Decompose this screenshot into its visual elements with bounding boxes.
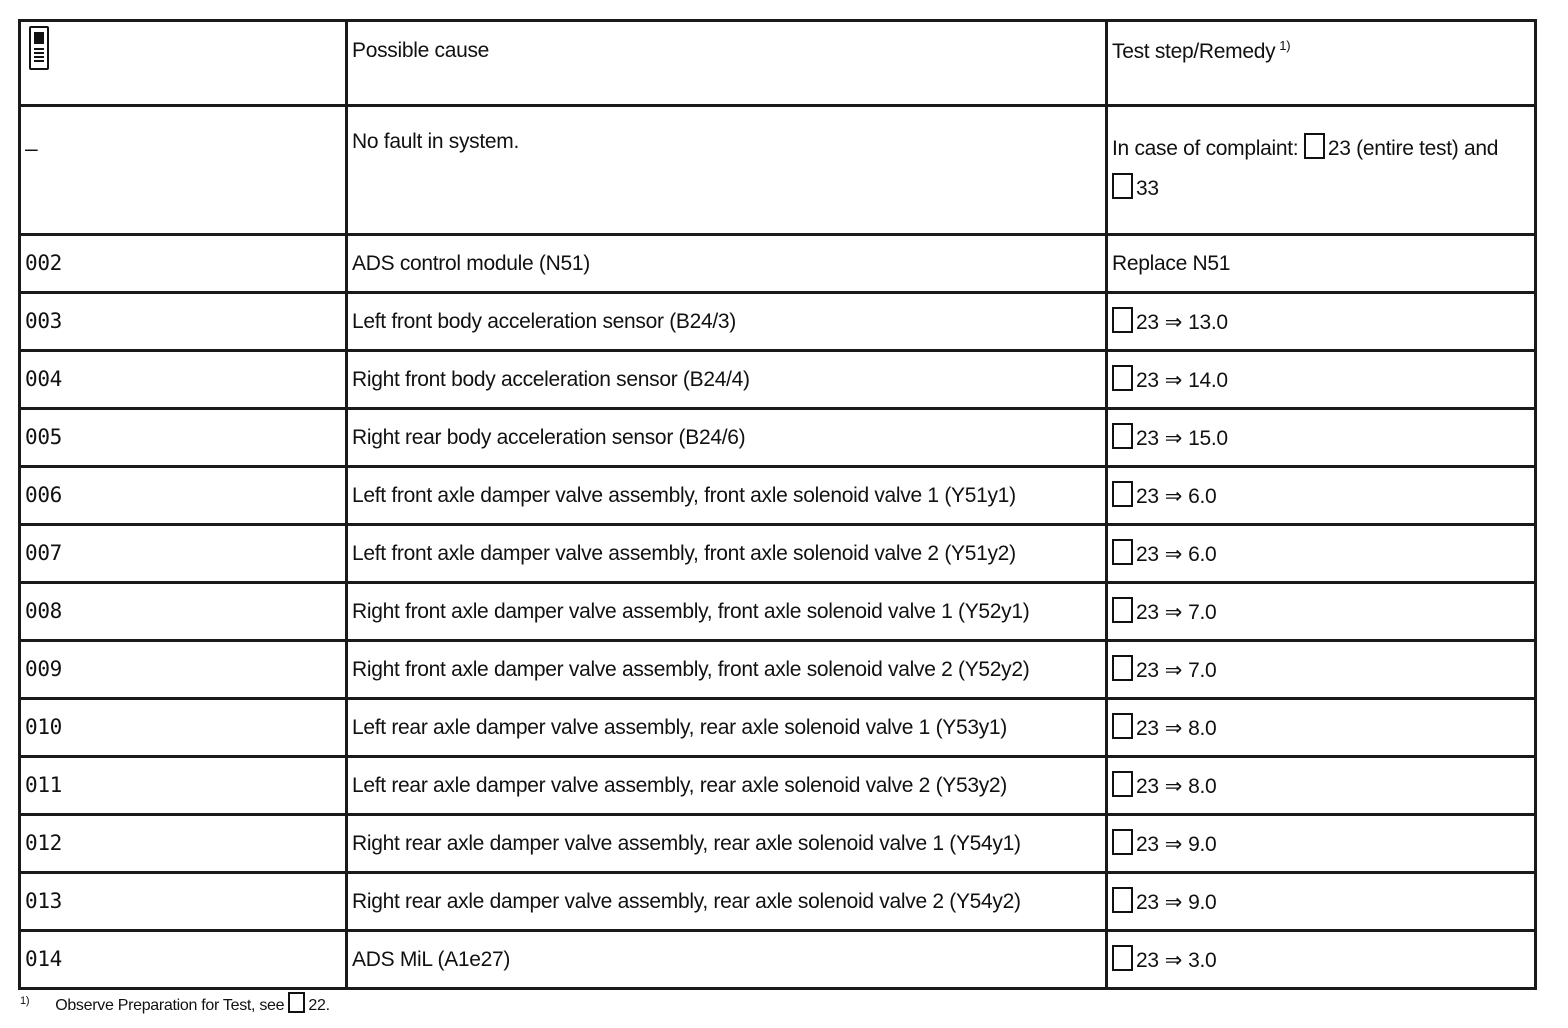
remedy-step: 6.0 [1188,485,1217,509]
possible-cause: Left front axle damper valve assembly, front axle solenoid valve 1 (Y51y1) [347,467,1107,525]
fault-code: 009 [20,641,347,699]
reference-box-icon [1112,307,1133,333]
possible-cause: Left rear axle damper valve assembly, rear axle solenoid valve 2 (Y53y2) [347,757,1107,815]
footnote-ref: 22. [308,997,330,1014]
fault-code: 013 [20,873,347,931]
remedy-ref: 23 [1136,717,1159,741]
remedy-step: 8.0 [1188,775,1217,799]
footnote-mark: 1) [1279,38,1291,53]
reference-box-icon [1112,423,1133,449]
table-row [20,293,1536,351]
fault-code: – [20,106,347,235]
header-possible-cause-label: Possible cause [352,39,490,62]
remedy-step: 9.0 [1188,891,1217,915]
table-row [20,409,1536,467]
fault-code: 008 [20,583,347,641]
reference-box-icon [1112,945,1133,971]
remedy-ref: 23 [1136,601,1159,625]
possible-cause: No fault in system. [347,106,1107,235]
arrow-icon: ⇒ [1164,427,1183,451]
table-row [20,931,1536,989]
reference-box-icon [1112,713,1133,739]
table-row [20,873,1536,931]
reference-box-icon [1112,365,1133,391]
remedy-ref: 23 [1136,485,1159,509]
arrow-icon: ⇒ [1164,311,1183,335]
header-possible-cause [347,21,1107,106]
test-step [1107,873,1536,931]
possible-cause: Right front axle damper valve assembly, front axle solenoid valve 2 (Y52y2) [347,641,1107,699]
possible-cause: Right rear body acceleration sensor (B24/6) [347,409,1107,467]
remedy-step: 7.0 [1188,601,1217,625]
test-step [1107,757,1536,815]
arrow-icon: ⇒ [1164,543,1183,567]
fault-code: 006 [20,467,347,525]
table-row [20,757,1536,815]
fault-code: 014 [20,931,347,989]
test-step [1107,235,1536,293]
reference-box-icon [1304,133,1325,159]
table-row [20,583,1536,641]
table-header-row [20,21,1536,106]
possible-cause: Right front body acceleration sensor (B24/4) [347,351,1107,409]
possible-cause: Right front axle damper valve assembly, front axle solenoid valve 1 (Y52y1) [347,583,1107,641]
remedy-step: 15.0 [1188,427,1228,451]
arrow-icon: ⇒ [1164,833,1183,857]
fault-code: 005 [20,409,347,467]
tester-icon [29,26,49,70]
possible-cause: Left front body acceleration sensor (B24/3) [347,293,1107,351]
footnote [20,992,330,1015]
possible-cause: Left front axle damper valve assembly, front axle solenoid valve 2 (Y51y2) [347,525,1107,583]
footnote-text: Observe Preparation for Test, see [55,997,285,1014]
remedy-ref: 23 [1136,659,1159,683]
test-step [1107,815,1536,873]
arrow-icon: ⇒ [1164,717,1183,741]
reference-box-icon [1112,829,1133,855]
remedy-ref: 23 [1136,833,1159,857]
remedy-step: 8.0 [1188,717,1217,741]
remedy-ref: 33 [1136,177,1159,200]
header-code-cell [20,21,347,106]
arrow-icon: ⇒ [1164,369,1183,393]
remedy-step: 7.0 [1188,659,1217,683]
test-step [1107,467,1536,525]
fault-code: 002 [20,235,347,293]
footnote-mark: 1) [20,994,30,1007]
arrow-icon: ⇒ [1164,659,1183,683]
remedy-ref: 23 [1136,369,1159,393]
reference-box-icon [1112,597,1133,623]
table-row [20,235,1536,293]
test-step [1107,351,1536,409]
fault-code-table [18,19,1537,990]
fault-code: 004 [20,351,347,409]
reference-box-icon [1112,887,1133,913]
arrow-icon: ⇒ [1164,485,1183,509]
fault-code: 012 [20,815,347,873]
remedy-text: Replace N51 [1112,251,1231,275]
reference-box-icon [1112,771,1133,797]
table-row [20,699,1536,757]
remedy-step: 6.0 [1188,543,1217,567]
test-step [1107,293,1536,351]
fault-code: 010 [20,699,347,757]
test-step [1107,931,1536,989]
remedy-ref: 23 [1136,543,1159,567]
table-row [20,467,1536,525]
remedy-ref: 23 [1136,427,1159,451]
fault-code: 003 [20,293,347,351]
remedy-ref: 23 [1136,891,1159,915]
header-test-step-label: Test step/Remedy [1112,40,1276,63]
fault-code: 011 [20,757,347,815]
remedy-ref: 23 (entire test) and [1327,137,1499,160]
table-row [20,641,1536,699]
arrow-icon: ⇒ [1164,601,1183,625]
reference-box-icon [1112,173,1133,199]
test-step [1107,583,1536,641]
remedy-step: 14.0 [1188,369,1228,393]
arrow-icon: ⇒ [1164,775,1183,799]
reference-box-icon [1112,655,1133,681]
test-step [1107,106,1536,235]
reference-box-icon [288,992,305,1013]
remedy-ref: 23 [1136,311,1159,335]
table-row-no-fault [20,106,1536,235]
remedy-ref: 23 [1136,949,1159,973]
fault-code: 007 [20,525,347,583]
reference-box-icon [1112,481,1133,507]
arrow-icon: ⇒ [1164,949,1183,973]
remedy-step: 9.0 [1188,833,1217,857]
remedy-step: 3.0 [1188,949,1217,973]
reference-box-icon [1112,539,1133,565]
possible-cause: Left rear axle damper valve assembly, rear axle solenoid valve 1 (Y53y1) [347,699,1107,757]
test-step [1107,641,1536,699]
header-test-step [1107,21,1536,106]
remedy-step: 13.0 [1188,311,1228,335]
test-step [1107,525,1536,583]
possible-cause: Right rear axle damper valve assembly, rear axle solenoid valve 2 (Y54y2) [347,873,1107,931]
possible-cause: Right rear axle damper valve assembly, rear axle solenoid valve 1 (Y54y1) [347,815,1107,873]
test-step [1107,699,1536,757]
remedy-prefix: In case of complaint: [1112,137,1299,160]
arrow-icon: ⇒ [1164,891,1183,915]
table-row [20,815,1536,873]
possible-cause: ADS control module (N51) [347,235,1107,293]
possible-cause: ADS MiL (A1e27) [347,931,1107,989]
remedy-ref: 23 [1136,775,1159,799]
table-row [20,525,1536,583]
test-step [1107,409,1536,467]
table-row [20,351,1536,409]
